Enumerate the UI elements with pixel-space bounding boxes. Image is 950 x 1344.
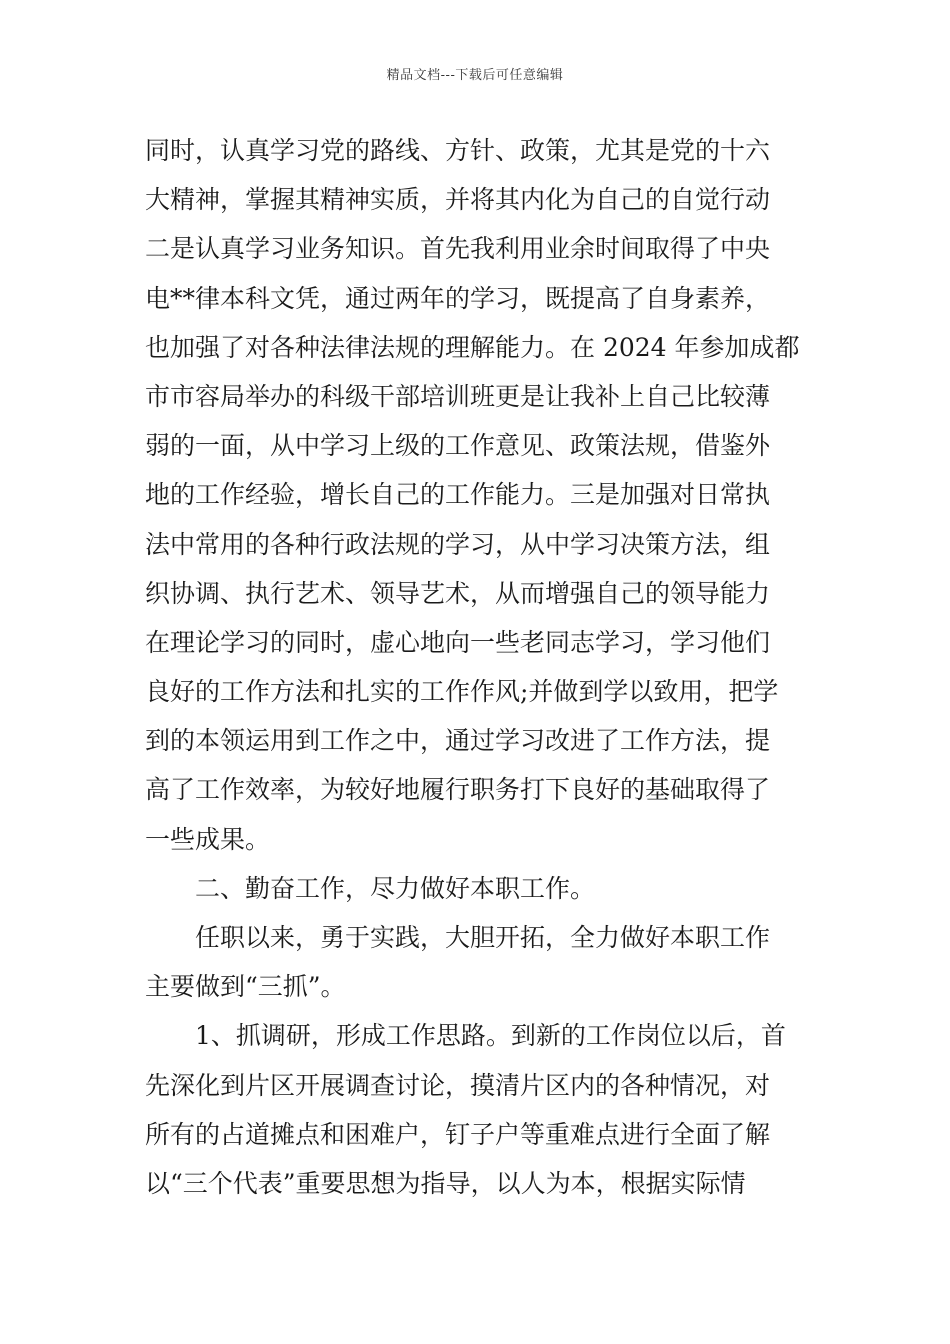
text-line: 任职以来，勇于实践，大胆开拓，全力做好本职工作 — [195, 923, 771, 952]
text-line: 一些成果。 — [145, 824, 271, 854]
section-heading: 二、勤奋工作，尽力做好本职工作。 — [195, 873, 596, 903]
text-line: 弱的一面，从中学习上级的工作意见、政策法规，借鉴外 — [145, 431, 771, 461]
text-line: 到的本领运用到工作之中，通过学习改进了工作方法，提 — [145, 726, 771, 756]
text-line: 所有的占道摊点和困难户，钉子户等重难点进行全面了解 — [145, 1119, 771, 1149]
text-line: 以“三个代表”重要思想为指导，以人为本，根据实际情 — [145, 1168, 746, 1198]
text-line: 大精神，掌握其精神实质，并将其内化为自己的自觉行动 — [145, 185, 771, 215]
text-line: 法中常用的各种行政法规的学习，从中学习决策方法，组 — [145, 529, 771, 559]
text-line: 良好的工作方法和扎实的工作作风;并做到学以致用，把学 — [145, 677, 779, 707]
text-line: 地的工作经验，增长自己的工作能力。三是加强对日常执 — [145, 480, 771, 510]
text-line: 先深化到片区开展调查讨论，摸清片区内的各种情况，对 — [145, 1070, 771, 1100]
text-line: 同时，认真学习党的路线、方针、政策，尤其是党的十六 — [145, 136, 771, 165]
text-line: 市市容局举办的科级干部培训班更是让我补上自己比较薄 — [145, 381, 771, 411]
text-line: 在理论学习的同时，虚心地向一些老同志学习，学习他们 — [145, 627, 771, 657]
text-line: 二是认真学习业务知识。首先我利用业余时间取得了中央 — [145, 234, 771, 264]
text-line: 也加强了对各种法律法规的理解能力。在 2024 年参加成都 — [145, 332, 800, 362]
text-line: 织协调、执行艺术、领导艺术，从而增强自己的领导能力 — [145, 578, 771, 608]
text-line: 高了工作效率，为较好地履行职务打下良好的基础取得了 — [145, 775, 771, 805]
page-header: 精品文档---下载后可任意编辑 — [386, 68, 564, 83]
text-line: 主要做到“三抓”。 — [145, 972, 346, 1002]
document-body — [145, 126, 807, 1208]
text-line: 电**律本科文凭，通过两年的学习，既提高了自身素养， — [145, 283, 771, 313]
list-item-heading: 1、抓调研，形成工作思路。到新的工作岗位以后，首 — [195, 1021, 786, 1051]
